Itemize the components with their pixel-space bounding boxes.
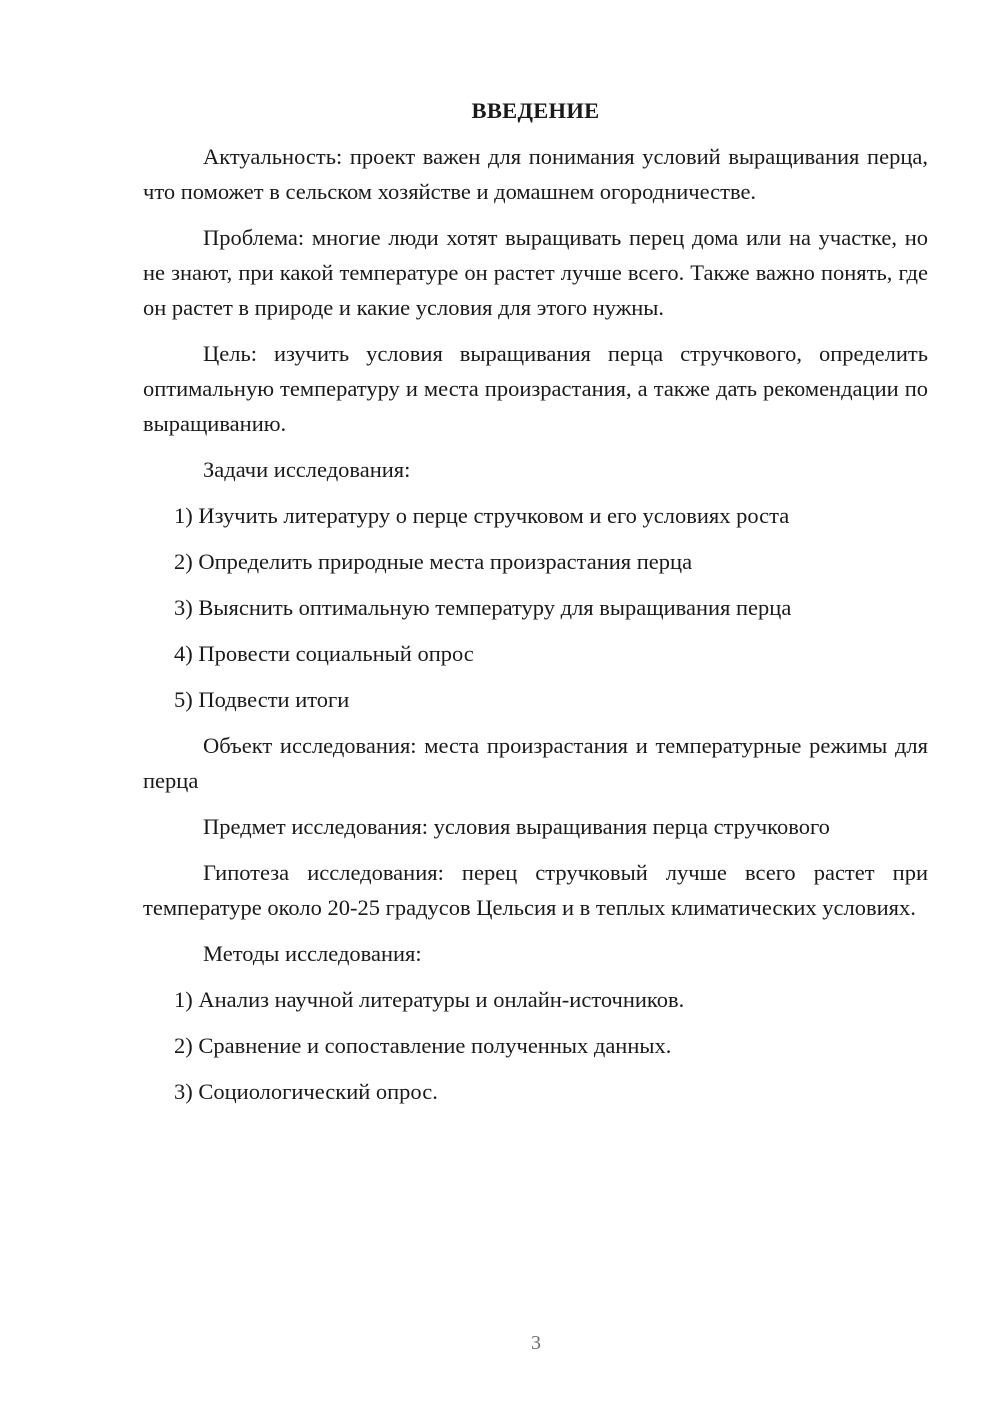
methods-list [143,982,928,1109]
list-item: 3) Выяснить оптимальную температуру для выращивания перца [174,595,792,620]
tasks-list [143,498,928,717]
goal-paragraph: Цель: изучить условия выращивания перца стручкового, определить оптимальную температуру и места произрастания, а также дать рекомендации по выращиванию. [143,341,928,436]
page-number: 3 [531,1332,541,1354]
page-content [143,93,928,1120]
methods-heading: Методы исследования: [203,941,422,966]
list-item: 2) Сравнение и сопоставление полученных данных. [174,1033,672,1058]
list-item: 1) Изучить литературу о перце стручковом и его условиях роста [174,503,790,528]
hypothesis-paragraph: Гипотеза исследования: перец стручковый лучше всего растет при температуре около 20-25 градусов Цельсия и в теплых климатических условиях. [143,860,928,920]
list-item: 3) Социологический опрос. [174,1079,438,1104]
list-item: 2) Определить природные места произрастания перца [174,549,693,574]
section-title: ВВЕДЕНИЕ [471,98,600,123]
list-item: 1) Анализ научной литературы и онлайн-источников. [174,987,685,1012]
list-item: 4) Провести социальный опрос [174,641,474,666]
tasks-heading: Задачи исследования: [203,457,411,482]
list-item: 5) Подвести итоги [174,687,350,712]
subject-paragraph: Предмет исследования: условия выращивания перца стручкового [203,814,830,839]
object-paragraph: Объект исследования: места произрастания и температурные режимы для перца [143,733,928,793]
problem-paragraph: Проблема: многие люди хотят выращивать перец дома или на участке, но не знают, при какой температуре он растет лучше всего. Также важно понять, где он растет в природе и какие условия для этого нужны. [143,225,928,320]
relevance-paragraph: Актуальность: проект важен для понимания условий выращивания перца, что поможет в сельском хозяйстве и домашнем огородничестве. [143,144,928,204]
